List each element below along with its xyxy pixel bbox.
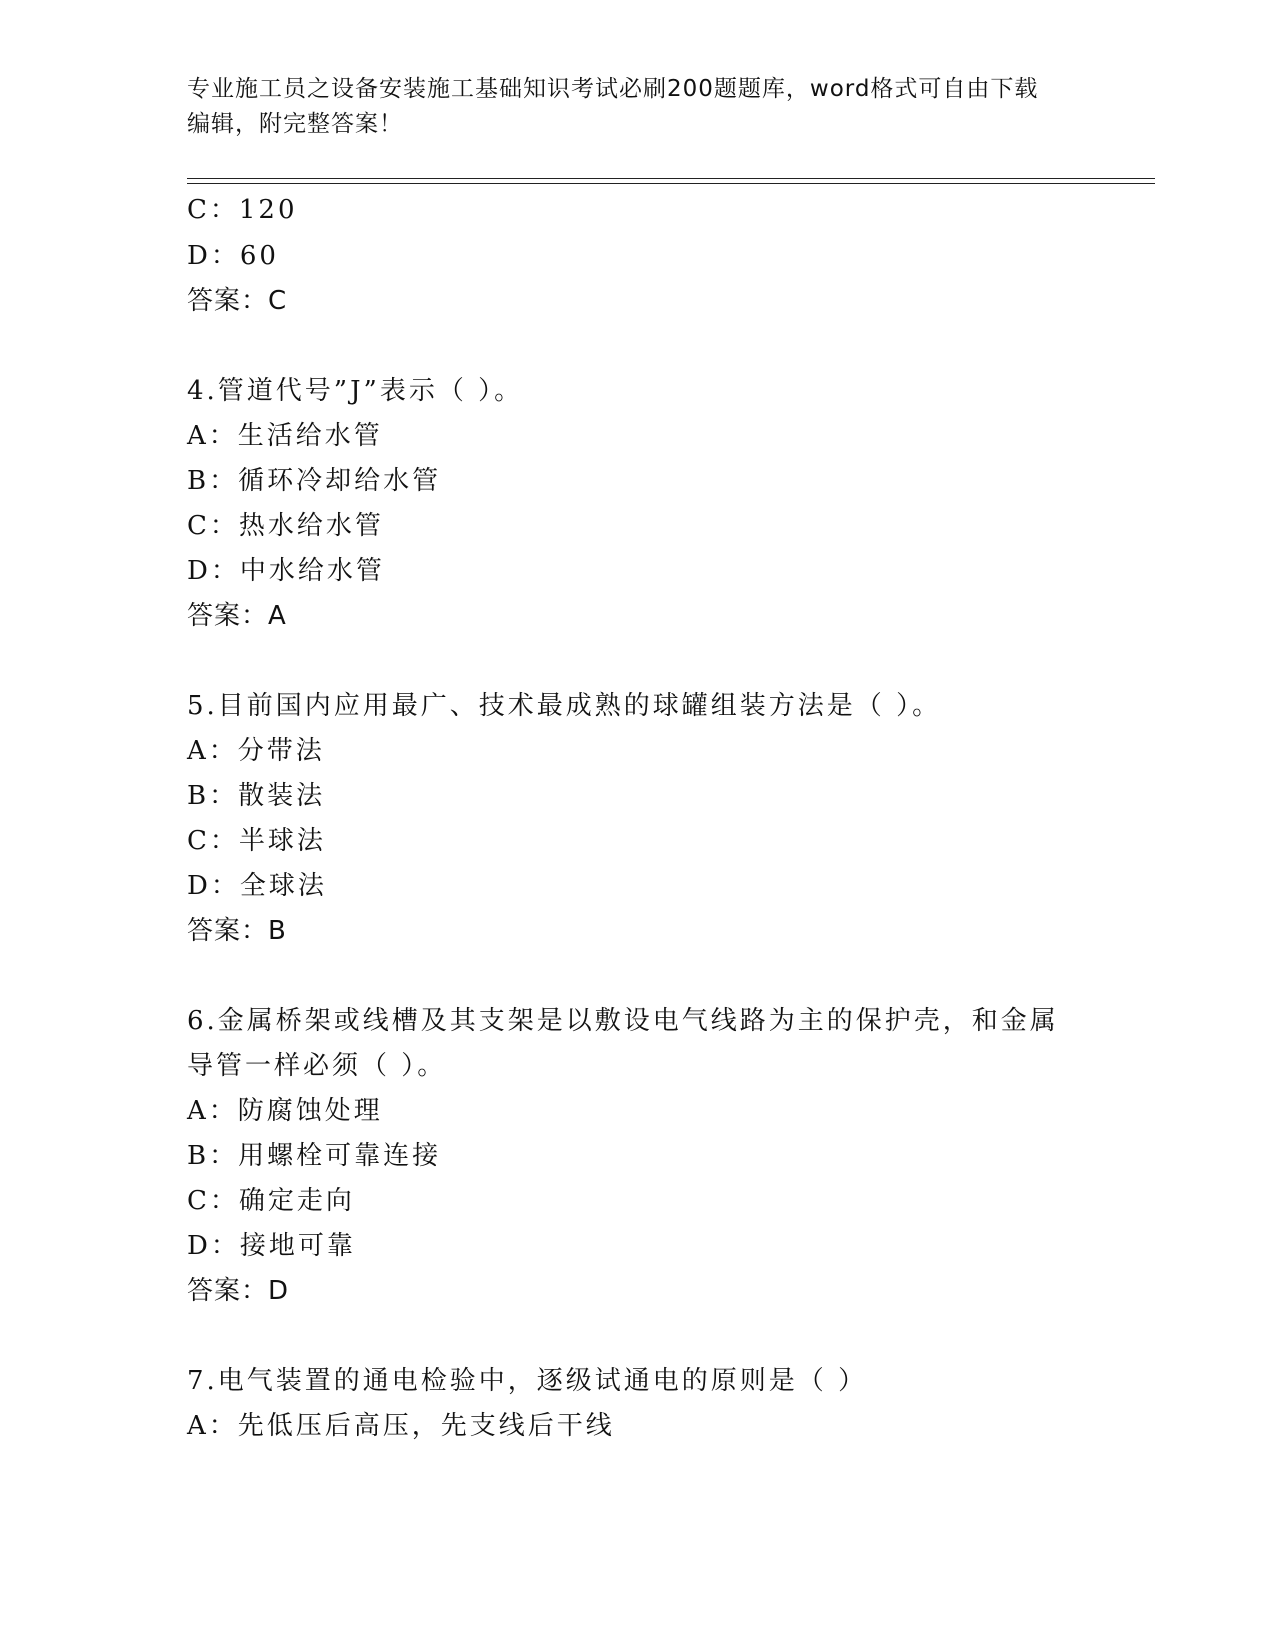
header-line-1: 专业施工员之设备安装施工基础知识考试必刷200题题库，word格式可自由下载 [187,76,1039,102]
document-header [187,72,1087,142]
option-d: D：接地可靠 [187,1231,356,1261]
question-5: 5.目前国内应用最广、技术最成熟的球罐组装方法是（ ）。 [187,691,942,721]
option-b: B：散装法 [187,781,326,811]
option-c: C：半球法 [187,826,326,856]
option-a: A：生活给水管 [187,421,383,451]
question-6-continued: 导管一样必须（ ）。 [187,1051,447,1081]
option-b: B：循环冷却给水管 [187,466,442,496]
option-a: A：分带法 [187,736,325,766]
option-d: D：60 [187,241,279,271]
header-divider-bottom [187,183,1155,184]
question-7: 7.电气装置的通电检验中，逐级试通电的原则是（ ） [187,1366,868,1396]
question-6: 6.金属桥架或线槽及其支架是以敷设电气线路为主的保护壳，和金属 [187,1006,1059,1036]
header-divider-top [187,178,1155,179]
option-b: B：用螺栓可靠连接 [187,1141,442,1171]
header-line-2: 编辑，附完整答案！ [187,111,403,137]
answer: 答案：A [187,601,287,631]
answer: 答案：D [187,1276,290,1306]
option-a: A：先低压后高压，先支线后干线 [187,1411,615,1441]
option-c: C：热水给水管 [187,511,384,541]
option-a: A：防腐蚀处理 [187,1096,383,1126]
answer: 答案：B [187,916,287,946]
answer: 答案：C [187,286,288,316]
option-c: C：120 [187,195,298,225]
option-d: D：全球法 [187,871,327,901]
question-4: 4.管道代号”J”表示（ ）。 [187,376,524,406]
option-c: C：确定走向 [187,1186,355,1216]
option-d: D：中水给水管 [187,556,385,586]
